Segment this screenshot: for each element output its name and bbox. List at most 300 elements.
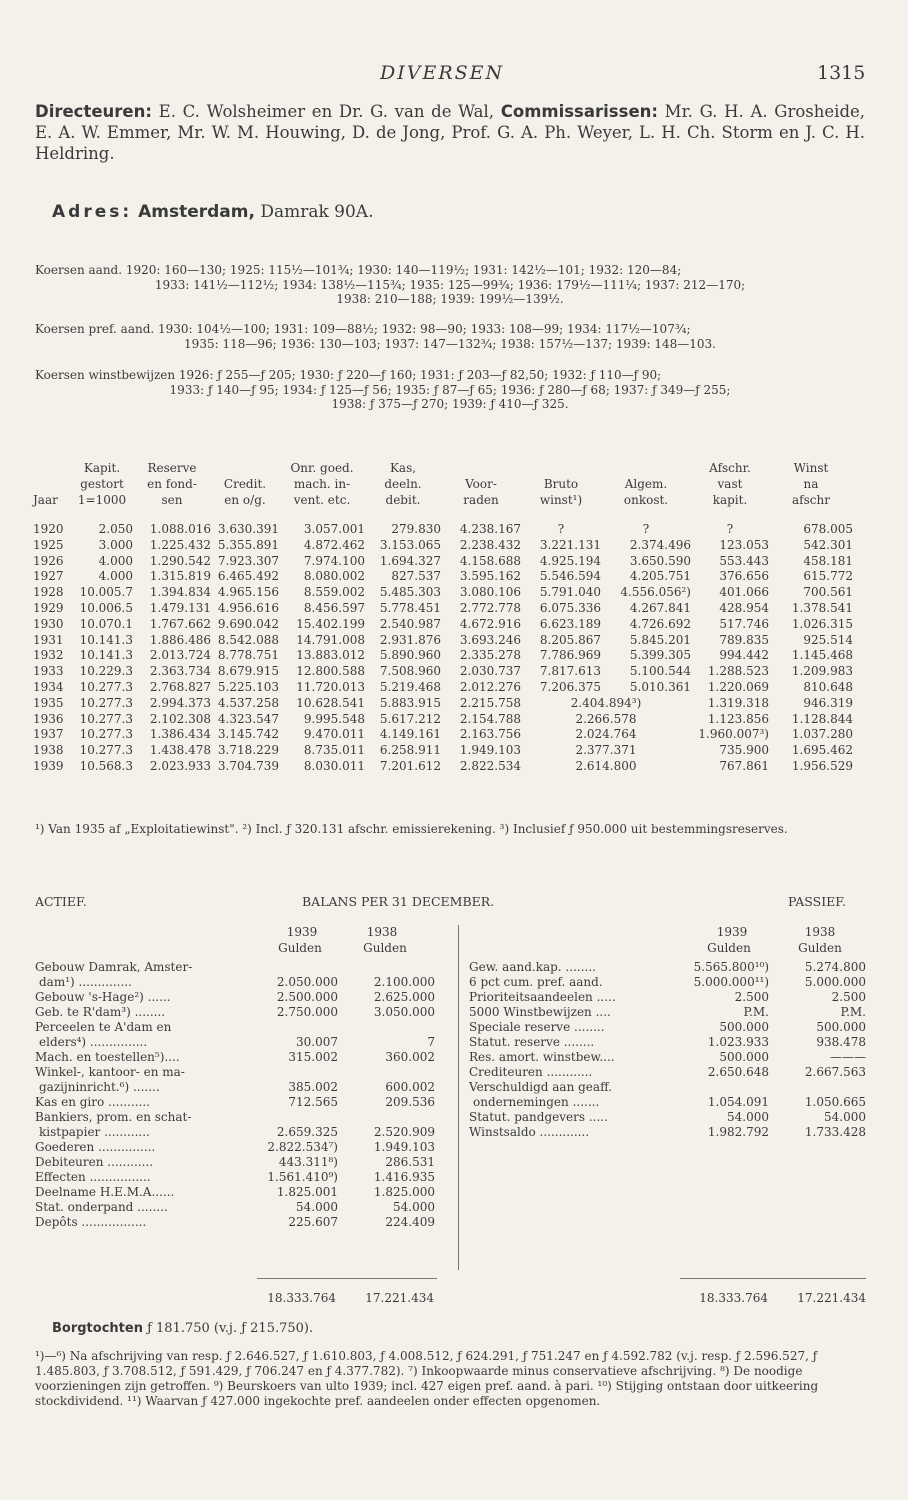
passief-value-1939: 5.000.000¹¹) <box>693 975 769 989</box>
value-cell: 1.088.016 <box>149 522 211 536</box>
column-header: Onr. goed. <box>290 461 354 475</box>
value-cell: 3.153.065 <box>379 537 441 552</box>
passief-item-label: Res. amort. winstbew.... <box>469 1050 615 1064</box>
actief-item <box>35 1170 455 1185</box>
value-cell: ? <box>726 522 734 536</box>
value-cell: 2.012.276 <box>459 679 521 694</box>
actief-value-1938: 224.409 <box>385 1215 435 1229</box>
value-cell: 10.141.3 <box>79 632 133 647</box>
actief-item-label: Deelname H.E.M.A...... <box>35 1185 175 1199</box>
value-cell: 1.037.280 <box>791 727 853 742</box>
balance-divider <box>458 925 459 1270</box>
table-row <box>33 633 853 649</box>
adres-city: Amsterdam, <box>132 202 255 222</box>
actief-value-1939: 315.002 <box>288 1050 338 1064</box>
value-cell: 6.258.911 <box>379 743 441 758</box>
value-cell: 1.220.069 <box>707 679 769 694</box>
adres-label: Adres: <box>52 202 133 222</box>
column-header: Voor- <box>465 477 497 491</box>
column-header <box>601 460 691 476</box>
value-cell: 615.772 <box>803 569 853 584</box>
value-cell: 2.374.496 <box>629 537 691 552</box>
value-cell: 4.965.156 <box>217 585 279 600</box>
value-cell: 1.128.844 <box>791 711 853 726</box>
passief-year-1939: 1939 <box>716 925 748 939</box>
value-cell: 946.319 <box>803 695 853 710</box>
actief-item-label: Gebouw Damrak, Amster- <box>35 960 193 974</box>
actief-item-label: dam¹) .............. <box>39 975 132 989</box>
passief-item-label: Gew. aand.kap. ........ <box>469 960 596 974</box>
actief-value-1939: 225.607 <box>288 1215 338 1229</box>
borgtochten-line <box>52 1321 313 1336</box>
year-cell: 1920 <box>33 522 64 536</box>
actief-item <box>35 1095 455 1110</box>
value-cell: 9.470.011 <box>303 727 365 742</box>
address-line <box>52 202 374 222</box>
passief-item-label: Statut. reserve ........ <box>469 1035 595 1049</box>
passief-value-1938: 54.000 <box>824 1110 866 1124</box>
value-cell: 2.540.987 <box>379 616 441 631</box>
value-cell: 1.225.432 <box>149 537 211 552</box>
value-cell: 2.363.734 <box>149 664 211 679</box>
actief-value-1939: 385.002 <box>288 1080 338 1094</box>
value-cell: 1.479.131 <box>149 600 211 615</box>
actief-item-label: Perceelen te A'dam en <box>35 1020 172 1034</box>
passief-item <box>469 1125 889 1140</box>
column-header: vent. etc. <box>293 493 351 507</box>
value-cell: 1.026.315 <box>791 616 853 631</box>
value-cell: 7.201.612 <box>379 758 441 773</box>
value-cell: 1.438.478 <box>149 743 211 758</box>
actief-value-1938: 286.531 <box>385 1155 435 1169</box>
value-cell: 8.205.867 <box>539 632 601 647</box>
koersen-aandeelen <box>35 263 865 307</box>
actief-value-1939: 443.311⁸) <box>278 1155 338 1169</box>
value-cell: 1.123.856 <box>707 711 769 726</box>
actief-item <box>35 1020 455 1050</box>
value-cell: 700.561 <box>803 585 853 600</box>
actief-item-label: Geb. te R'dam³) ........ <box>35 1005 166 1019</box>
actief-item <box>35 990 455 1005</box>
table-row <box>33 680 853 696</box>
column-header: winst¹) <box>539 493 583 507</box>
value-cell: 1.960.007³) <box>698 727 769 742</box>
actief-item <box>35 1185 455 1200</box>
value-cell: 2.768.827 <box>149 679 211 694</box>
value-cell: 517.746 <box>719 616 769 631</box>
value-cell: 6.623.189 <box>539 616 601 631</box>
year-cell: 1939 <box>33 758 64 773</box>
passief-value-1938: 2.500 <box>831 990 866 1004</box>
value-cell: 5.890.960 <box>379 648 441 663</box>
value-cell: 2.614.800 <box>575 758 637 773</box>
value-cell: 6.465.492 <box>217 569 279 584</box>
year-cell: 1936 <box>33 711 64 726</box>
passief-value-1938: 5.000.000 <box>804 975 866 989</box>
koersen-line: 1933: ƒ 140—ƒ 95; 1934: ƒ 125—ƒ 56; 1935: ƒ 87—ƒ 65; 1936: ƒ 280—ƒ 68; 1937: ƒ 349—ƒ 255; <box>169 382 731 397</box>
value-cell: 2.822.534 <box>459 758 521 773</box>
column-header: debit. <box>385 493 421 507</box>
year-cell: 1934 <box>33 679 64 694</box>
actief-value-1939: 2.500.000 <box>276 990 338 1004</box>
value-cell: 10.006.5 <box>79 600 133 615</box>
table-footnotes: ¹) Van 1935 af „Exploitatiewinst". ²) Incl. ƒ 320.131 afschr. emissierekening. ³) Inclusief ƒ 950.000 uit bestemmingsreserves. <box>35 822 788 836</box>
value-cell: 10.229.3 <box>79 664 133 679</box>
actief-item-label: Mach. en toestellen⁵).... <box>35 1050 180 1064</box>
commissarissen-text: Mr. G. H. A. Grosheide, E. A. W. Emmer, Mr. W. M. Houwing, D. de Jong, Prof. G. A. Ph. Weyer, L. H. Ch. Storm en J. C. H. Heldring. <box>35 102 866 163</box>
passief-value-1938: 938.478 <box>816 1035 866 1049</box>
column-header: mach. in- <box>293 477 351 491</box>
value-cell: 10.277.3 <box>79 679 133 694</box>
actief-item <box>35 1110 455 1140</box>
value-cell: 7.817.613 <box>539 664 601 679</box>
value-cell: 8.735.011 <box>303 743 365 758</box>
value-cell: 4.149.161 <box>379 727 441 742</box>
actief-value-1938: 2.100.000 <box>373 975 435 989</box>
value-cell: 8.778.751 <box>217 648 279 663</box>
column-header: na <box>803 477 819 491</box>
passief-item-label: Speciale reserve ........ <box>469 1020 605 1034</box>
passief-item <box>469 1080 889 1110</box>
actief-year-1938: 1938 <box>366 925 398 939</box>
passief-item-label: 5000 Winstbewijzen .... <box>469 1005 611 1019</box>
table-row <box>33 664 853 680</box>
value-cell: 8.559.002 <box>303 585 365 600</box>
actief-value-1938: 1.949.103 <box>373 1140 435 1154</box>
actief-value-1938: 2.520.909 <box>373 1125 435 1139</box>
value-cell: 2.050 <box>98 522 133 536</box>
column-header: Bruto <box>543 477 579 491</box>
column-header: Algem. <box>624 477 668 491</box>
value-cell: 542.301 <box>803 537 853 552</box>
actief-value-1938: 1.416.935 <box>373 1170 435 1184</box>
column-header: Jaar <box>33 493 58 507</box>
value-cell: 1.378.541 <box>791 600 853 615</box>
value-cell: 1.956.529 <box>791 758 853 773</box>
column-header: Kapit. <box>83 461 121 475</box>
actief-item <box>35 1050 455 1065</box>
year-cell: 1933 <box>33 664 64 679</box>
year-cell: 1931 <box>33 632 64 647</box>
passief-item-label: Prioriteitsaandeelen ..... <box>469 990 616 1004</box>
column-header: gestort <box>80 477 124 491</box>
actief-label: ACTIEF. <box>35 894 87 909</box>
column-header: Afschr. <box>709 461 751 475</box>
value-cell: 10.628.541 <box>296 695 365 710</box>
value-cell: 13.883.012 <box>296 648 365 663</box>
value-cell: 827.537 <box>391 569 441 584</box>
table-row <box>33 569 853 585</box>
value-cell: 2.013.724 <box>149 648 211 663</box>
actief-value-1939: 30.007 <box>296 1035 338 1049</box>
borgtochten-text: ƒ 181.750 (v.j. ƒ 215.750). <box>142 1321 314 1336</box>
value-cell: 123.053 <box>719 537 769 552</box>
value-cell: 925.514 <box>803 632 853 647</box>
actief-item-label: Kas en giro ........... <box>35 1095 150 1109</box>
table-row <box>33 617 853 633</box>
value-cell: 9.995.548 <box>303 711 365 726</box>
actief-value-1939: 2.750.000 <box>276 1005 338 1019</box>
actief-item <box>35 1200 455 1215</box>
actief-value-1938: 209.536 <box>385 1095 435 1109</box>
actief-item-label: Debiteuren ............ <box>35 1155 154 1169</box>
value-cell: 3.595.162 <box>459 569 521 584</box>
column-header: raden <box>463 493 499 507</box>
actief-total-1938: 17.221.434 <box>365 1291 434 1305</box>
passief-item-label: Crediteuren ............ <box>469 1065 593 1079</box>
actief-item <box>35 1140 455 1155</box>
passief-value-1939: 1.023.933 <box>707 1035 769 1049</box>
passief-value-1939: 500.000 <box>719 1020 769 1034</box>
value-cell: 3.704.739 <box>217 758 279 773</box>
passief-value-1938: 1.050.665 <box>804 1095 866 1109</box>
value-cell: 2.266.578 <box>575 711 637 726</box>
actief-value-1938: 600.002 <box>385 1080 435 1094</box>
passief-item <box>469 975 889 990</box>
value-cell: 4.556.056²) <box>620 585 691 600</box>
actief-item-label: gazijninricht.⁶) ....... <box>39 1080 160 1094</box>
value-cell: 5.010.361 <box>629 679 691 694</box>
actief-item-label: kistpapier ............ <box>39 1125 150 1139</box>
value-cell: 1.394.834 <box>149 585 211 600</box>
passief-value-1938: P.M. <box>840 1005 866 1019</box>
value-cell: 5.883.915 <box>379 695 441 710</box>
passief-unit-1939: Gulden <box>707 941 751 955</box>
column-header: kapit. <box>712 493 748 507</box>
actief-value-1938: 2.625.000 <box>373 990 435 1004</box>
value-cell: 553.443 <box>719 553 769 568</box>
value-cell: 2.931.876 <box>379 632 441 647</box>
passief-value-1938: 1.733.428 <box>804 1125 866 1139</box>
passief-unit-1938: Gulden <box>798 941 842 955</box>
value-cell: ? <box>557 522 565 536</box>
value-cell: 2.377.371 <box>575 743 637 758</box>
balans-title: BALANS PER 31 DECEMBER. <box>302 894 495 909</box>
passief-value-1938: 5.274.800 <box>804 960 866 974</box>
value-cell: 4.726.692 <box>629 616 691 631</box>
value-cell: 3.693.246 <box>459 632 521 647</box>
value-cell: 810.648 <box>803 679 853 694</box>
value-cell: 10.277.3 <box>79 695 133 710</box>
actief-value-1939: 1.561.410⁹) <box>267 1170 338 1184</box>
value-cell: 5.100.544 <box>629 664 691 679</box>
passief-item-label: Verschuldigd aan geaff. <box>469 1080 612 1094</box>
column-header: 1=1000 <box>77 493 127 507</box>
value-cell: 1.288.523 <box>707 664 769 679</box>
value-cell: 5.225.103 <box>217 679 279 694</box>
column-header: sen <box>161 493 183 507</box>
value-cell: 7.508.960 <box>379 664 441 679</box>
column-header: en fond- <box>147 477 197 491</box>
passief-value-1938: 500.000 <box>816 1020 866 1034</box>
value-cell: 4.238.167 <box>459 522 521 536</box>
value-cell: 5.778.451 <box>379 600 441 615</box>
value-cell: 7.206.375 <box>539 679 601 694</box>
actief-total-1939: 18.333.764 <box>267 1291 336 1305</box>
column-header: Reserve <box>147 461 197 475</box>
value-cell: 5.485.303 <box>379 585 441 600</box>
actief-item-label: Goederen ............... <box>35 1140 156 1154</box>
value-cell: 2.163.756 <box>459 727 521 742</box>
value-cell: 401.066 <box>719 585 769 600</box>
value-cell: 8.456.597 <box>303 600 365 615</box>
value-cell: 1.949.103 <box>459 743 521 758</box>
year-cell: 1929 <box>33 600 64 615</box>
value-cell: 2.335.278 <box>459 648 521 663</box>
actief-value-1939: 2.822.534⁷) <box>267 1140 338 1154</box>
column-header <box>33 476 71 492</box>
value-cell: 4.956.616 <box>217 600 279 615</box>
koersen-line: 1938: ƒ 375—ƒ 270; 1939: ƒ 410—ƒ 325. <box>331 397 569 411</box>
year-cell: 1926 <box>33 553 64 568</box>
koersen-line: Koersen aand. 1920: 160—130; 1925: 115½—101¾; 1930: 140—119½; 1931: 142½—101; 1932: 120—84; <box>35 263 682 277</box>
column-header: Kas, <box>389 461 417 475</box>
column-header: en o/g. <box>224 493 266 507</box>
table-row <box>33 538 853 554</box>
passief-value-1939: 2.650.648 <box>707 1065 769 1079</box>
value-cell: 3.630.391 <box>217 522 279 536</box>
value-cell: 279.830 <box>391 522 441 536</box>
value-cell: 5.355.891 <box>217 537 279 552</box>
table-row <box>33 696 853 712</box>
actief-year-1939: 1939 <box>286 925 318 939</box>
column-header: Credit. <box>223 477 267 491</box>
actief-value-1938: 3.050.000 <box>373 1005 435 1019</box>
value-cell: 10.005.7 <box>79 585 133 600</box>
value-cell: 4.323.547 <box>217 711 279 726</box>
column-header <box>521 460 601 476</box>
value-cell: 2.238.432 <box>459 537 521 552</box>
value-cell: 2.102.308 <box>149 711 211 726</box>
value-cell: 2.994.373 <box>149 695 211 710</box>
actief-unit-1938: Gulden <box>363 941 407 955</box>
year-cell: 1935 <box>33 695 64 710</box>
table-row <box>33 554 853 570</box>
value-cell: 8.080.002 <box>303 569 365 584</box>
value-cell: 4.537.258 <box>217 695 279 710</box>
actief-value-1938: 54.000 <box>393 1200 435 1214</box>
value-cell: 10.277.3 <box>79 743 133 758</box>
passief-item-label: Winstsaldo ............. <box>469 1125 590 1139</box>
value-cell: 1.315.819 <box>149 569 211 584</box>
year-cell: 1932 <box>33 648 64 663</box>
value-cell: 10.277.3 <box>79 711 133 726</box>
actief-item-label: Effecten ................ <box>35 1170 151 1184</box>
passief-value-1939: 1.982.792 <box>707 1125 769 1139</box>
value-cell: 1.319.318 <box>707 695 769 710</box>
actief-value-1939: 1.825.001 <box>276 1185 338 1199</box>
value-cell: 3.718.229 <box>217 743 279 758</box>
table-row <box>33 648 853 664</box>
value-cell: 376.656 <box>719 569 769 584</box>
actief-item-label: Winkel-, kantoor- en ma- <box>35 1065 185 1079</box>
value-cell: 8.679.915 <box>217 664 279 679</box>
actief-value-1939: 54.000 <box>296 1200 338 1214</box>
value-cell: 10.277.3 <box>79 727 133 742</box>
passief-item <box>469 1005 889 1020</box>
actief-item-label: elders⁴) ............... <box>39 1035 148 1049</box>
value-cell: 2.030.737 <box>459 664 521 679</box>
passief-item-label: 6 pct cum. pref. aand. <box>469 975 603 989</box>
value-cell: 5.399.305 <box>629 648 691 663</box>
passief-value-1938: 2.667.563 <box>804 1065 866 1079</box>
column-header <box>211 460 279 476</box>
column-header: onkost. <box>623 493 669 507</box>
actief-item-label: Stat. onderpand ........ <box>35 1200 168 1214</box>
value-cell: 7.974.100 <box>303 553 365 568</box>
passief-value-1938: ——— <box>830 1050 866 1064</box>
passief-year-1938: 1938 <box>804 925 836 939</box>
column-header: vast <box>717 477 743 491</box>
actief-value-1938: 1.825.000 <box>373 1185 435 1199</box>
table-row <box>33 585 853 601</box>
year-cell: 1925 <box>33 537 64 552</box>
table-header-row <box>33 460 853 476</box>
value-cell: 6.075.336 <box>539 600 601 615</box>
value-cell: 4.267.841 <box>629 600 691 615</box>
financial-history-table <box>33 460 853 775</box>
commissarissen-label: Commissarissen: <box>500 102 658 121</box>
passief-value-1939: P.M. <box>743 1005 769 1019</box>
value-cell: 4.672.916 <box>459 616 521 631</box>
value-cell: 11.720.013 <box>296 679 365 694</box>
koersen-line: 1938: 210—188; 1939: 199½—139½. <box>336 292 564 306</box>
value-cell: 5.219.468 <box>379 679 441 694</box>
value-cell: 3.080.106 <box>459 585 521 600</box>
value-cell: 1.886.486 <box>149 632 211 647</box>
passief-total-1938: 17.221.434 <box>797 1291 866 1305</box>
table-header-row <box>33 476 853 492</box>
actief-item-label: Depôts ................. <box>35 1215 147 1229</box>
value-cell: 5.617.212 <box>379 711 441 726</box>
value-cell: ? <box>642 522 650 536</box>
passief-item-label: ondernemingen ....... <box>473 1095 600 1109</box>
column-header: Winst <box>793 461 829 475</box>
actief-value-1938: 360.002 <box>385 1050 435 1064</box>
year-cell: 1930 <box>33 616 64 631</box>
column-header: afschr <box>792 493 830 507</box>
passief-item <box>469 960 889 975</box>
value-cell: 1.695.462 <box>791 743 853 758</box>
actief-item <box>35 1215 455 1230</box>
year-cell: 1927 <box>33 569 64 584</box>
value-cell: 767.861 <box>719 758 769 773</box>
table-row <box>33 712 853 728</box>
value-cell: 4.925.194 <box>539 553 601 568</box>
passief-value-1939: 2.500 <box>734 990 769 1004</box>
table-row <box>33 759 853 775</box>
passief-value-1939: 54.000 <box>727 1110 769 1124</box>
running-title: DIVERSEN <box>380 62 505 84</box>
value-cell: 3.221.131 <box>539 537 601 552</box>
adres-street: Damrak 90A. <box>254 202 374 222</box>
value-cell: 3.000 <box>98 537 133 552</box>
passief-value-1939: 5.565.800¹⁰) <box>693 960 769 974</box>
value-cell: 7.786.969 <box>539 648 601 663</box>
passief-item <box>469 1020 889 1035</box>
value-cell: 1.386.434 <box>149 727 211 742</box>
year-cell: 1937 <box>33 727 64 742</box>
page-number: 1315 <box>817 62 866 84</box>
passief-item-label: Statut. pandgevers ..... <box>469 1110 608 1124</box>
directeuren-text: E. C. Wolsheimer en Dr. G. van de Wal, <box>151 102 501 121</box>
actief-unit-1939: Gulden <box>278 941 322 955</box>
value-cell: 994.442 <box>719 648 769 663</box>
passief-total-1939: 18.333.764 <box>699 1291 768 1305</box>
value-cell: 5.791.040 <box>539 585 601 600</box>
passief-item <box>469 1110 889 1125</box>
value-cell: 8.542.088 <box>217 632 279 647</box>
